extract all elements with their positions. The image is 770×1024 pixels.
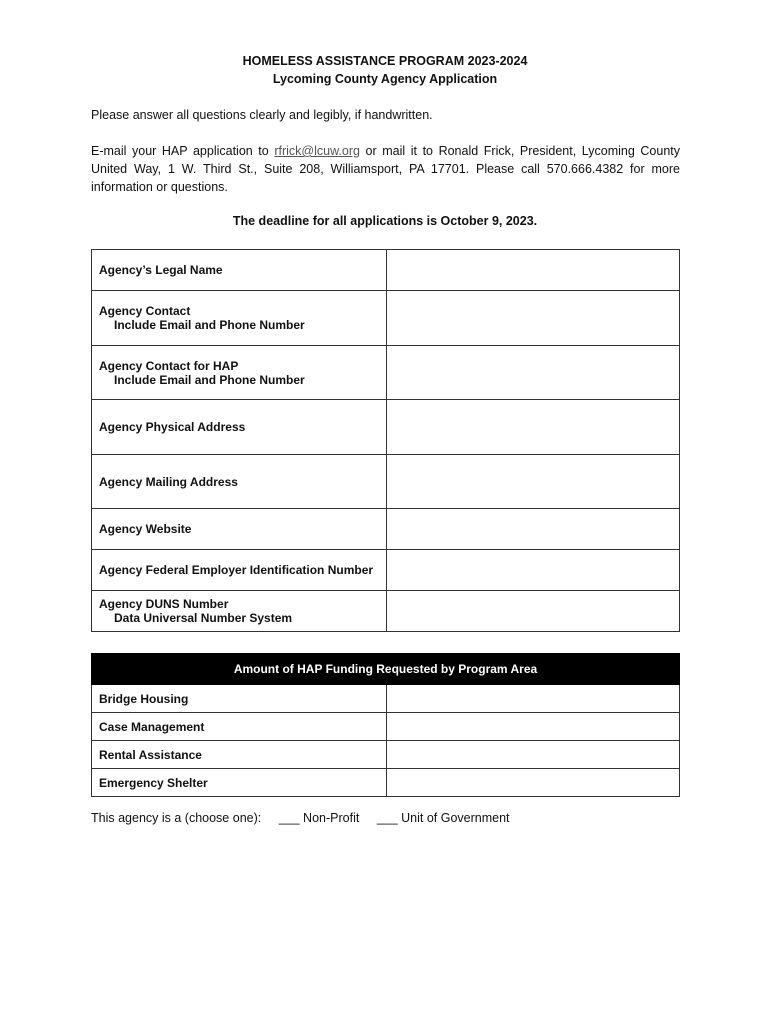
mailing-address-field[interactable] (387, 455, 680, 509)
table-row (92, 455, 680, 509)
agency-type-prompt: This agency is a (choose one): (91, 811, 262, 825)
agency-type-choice (91, 811, 510, 825)
program-label: Rental Assistance (92, 741, 387, 769)
document-subtitle: Lycoming County Agency Application (272, 72, 498, 86)
table-row (92, 509, 680, 550)
table-row (92, 741, 680, 769)
program-label: Emergency Shelter (92, 769, 387, 797)
instructions-line: Please answer all questions clearly and legibly, if handwritten. (91, 108, 433, 122)
row-label: Agency Mailing Address (92, 455, 387, 509)
physical-address-field[interactable] (387, 400, 680, 455)
row-label: Agency’s Legal Name (92, 250, 387, 291)
email-link[interactable]: rfrick@lcuw.org (274, 144, 360, 158)
duns-field[interactable] (387, 591, 680, 632)
submission-instructions (91, 142, 680, 196)
rental-assistance-amount-field[interactable] (387, 741, 680, 769)
table-row (92, 250, 680, 291)
table-row (92, 550, 680, 591)
website-field[interactable] (387, 509, 680, 550)
table-row (92, 346, 680, 400)
emergency-shelter-amount-field[interactable] (387, 769, 680, 797)
contact-field[interactable] (387, 291, 680, 346)
funding-table (91, 653, 680, 797)
row-label: Agency Contact Include Email and Phone Number (92, 291, 387, 346)
funding-header: Amount of HAP Funding Requested by Program Area (92, 654, 680, 685)
row-label: Agency Contact for HAP Include Email and Phone Number (92, 346, 387, 400)
table-row (92, 769, 680, 797)
program-label: Case Management (92, 713, 387, 741)
row-label: Agency DUNS Number Data Universal Number System (92, 591, 387, 632)
table-row (92, 400, 680, 455)
row-label: Agency Website (92, 509, 387, 550)
email-prefix: E-mail your HAP application to (91, 144, 275, 158)
case-management-amount-field[interactable] (387, 713, 680, 741)
deadline-text: The deadline for all applications is October 9, 2023. (232, 214, 538, 228)
agency-info-table (91, 249, 680, 632)
table-row (92, 591, 680, 632)
funding-header-row (92, 654, 680, 685)
document-title: HOMELESS ASSISTANCE PROGRAM 2023-2024 (242, 54, 528, 68)
table-row (92, 685, 680, 713)
row-label: Agency Physical Address (92, 400, 387, 455)
email-suffix: or mail it to Ronald Frick, President, Lycoming County United Way, 1 W. Third St., Suite 208, Williamsport, PA 17701. Please call 570.666.4382 for more information or questions. (91, 144, 680, 194)
table-row (92, 291, 680, 346)
row-label: Agency Federal Employer Identification Number (92, 550, 387, 591)
unit-of-government-option[interactable]: ___ Unit of Government (376, 811, 510, 825)
program-label: Bridge Housing (92, 685, 387, 713)
table-row (92, 713, 680, 741)
bridge-housing-amount-field[interactable] (387, 685, 680, 713)
hap-contact-field[interactable] (387, 346, 680, 400)
legal-name-field[interactable] (387, 250, 680, 291)
non-profit-option[interactable]: ___ Non-Profit (278, 811, 360, 825)
fein-field[interactable] (387, 550, 680, 591)
